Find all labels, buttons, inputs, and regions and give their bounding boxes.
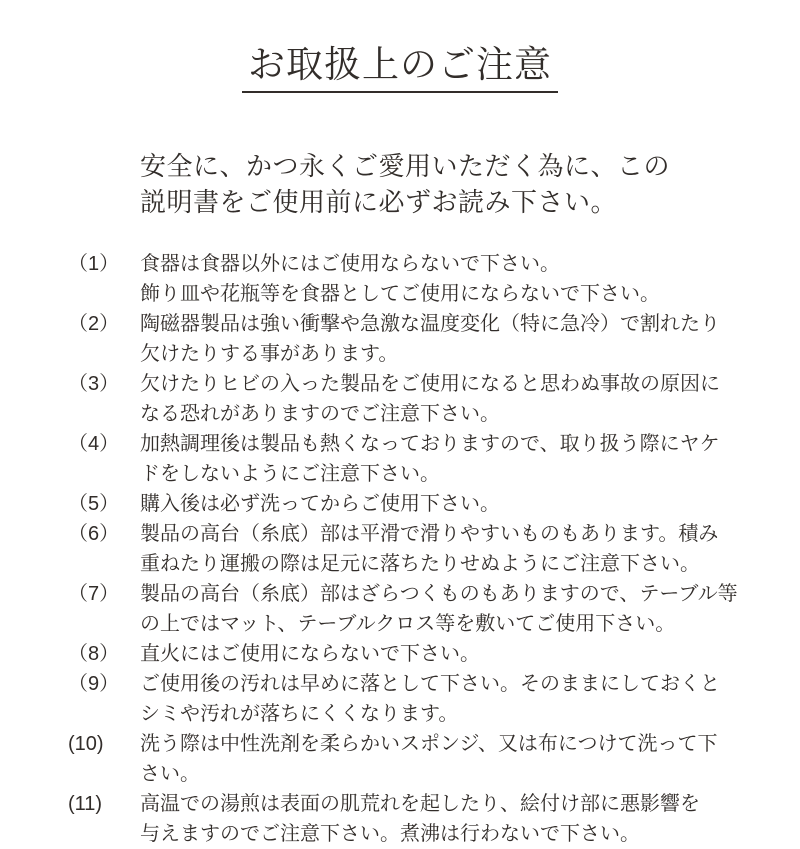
list-item-3 <box>68 369 760 429</box>
item-text <box>140 369 760 429</box>
item-number: （5） <box>68 492 120 515</box>
title-section <box>0 20 800 118</box>
item-line: さい。 <box>140 762 200 785</box>
item-text <box>140 519 760 579</box>
item-line: ご使用後の汚れは早めに落として下さい。そのままにしておくと <box>140 672 720 695</box>
item-number: （6） <box>68 522 120 545</box>
precaution-list <box>68 249 760 849</box>
item-line: なる恐れがありますのでご注意下さい。 <box>140 402 500 425</box>
item-text <box>140 309 760 369</box>
item-line: 食器は食器以外にはご使用ならないで下さい。 <box>140 252 560 275</box>
item-line: ドをしないようにご注意下さい。 <box>140 462 440 485</box>
item-line: 製品の高台（糸底）部は平滑で滑りやすいものもあります。積み <box>140 522 719 545</box>
item-text <box>140 789 760 849</box>
item-text <box>140 489 760 519</box>
item-line: 重ねたり運搬の際は足元に落ちたりせぬようにご注意下さい。 <box>140 552 700 575</box>
item-text <box>140 729 760 789</box>
item-text <box>140 249 760 309</box>
item-line: 高温での湯煎は表面の肌荒れを起したり、絵付け部に悪影響を <box>140 792 700 815</box>
list-item-1 <box>68 249 760 309</box>
item-line: シミや汚れが落ちにくくなります。 <box>140 702 459 725</box>
item-text <box>140 639 760 669</box>
page-title: お取扱上のご注意 <box>242 45 558 93</box>
item-line: 欠けたりヒビの入った製品をご使用になると思わぬ事故の原因に <box>140 372 720 395</box>
item-number: （8） <box>68 642 120 665</box>
item-number: （2） <box>68 312 120 335</box>
item-number: (11) <box>68 792 103 815</box>
item-line: 欠けたりする事があります。 <box>140 342 399 365</box>
item-line: 製品の高台（糸底）部はざらつくものもありますので、テーブル等 <box>140 582 738 605</box>
list-item-4 <box>68 429 760 489</box>
item-text <box>140 429 760 489</box>
item-line: 直火にはご使用にならないで下さい。 <box>140 642 480 665</box>
item-number: （3） <box>68 372 120 395</box>
list-item-2 <box>68 309 760 369</box>
item-number: （4） <box>68 432 120 455</box>
list-item-5 <box>68 489 760 519</box>
item-number: (10) <box>68 732 104 755</box>
item-line: 飾り皿や花瓶等を食器としてご使用にならないで下さい。 <box>140 282 660 305</box>
item-text <box>140 669 760 729</box>
list-item-8 <box>68 639 760 669</box>
item-line: 洗う際は中性洗剤を柔らかいスポンジ、又は布につけて洗って下 <box>140 732 718 755</box>
list-item-6 <box>68 519 760 579</box>
list-item-11 <box>68 789 760 849</box>
item-number: （1） <box>68 252 120 275</box>
item-line: の上ではマット、テーブルクロス等を敷いてご使用下さい。 <box>140 612 676 635</box>
list-item-10 <box>68 729 760 789</box>
item-number: （7） <box>68 582 120 605</box>
intro-line: 安全に、かつ永くご愛用いただく為に、この <box>140 150 671 181</box>
list-item-7 <box>68 579 760 639</box>
item-number: （9） <box>68 672 120 695</box>
item-line: 与えますのでご注意下さい。煮沸は行わないで下さい。 <box>140 822 640 845</box>
item-text <box>140 579 760 639</box>
list-item-9 <box>68 669 760 729</box>
item-line: 加熱調理後は製品も熱くなっておりますので、取り扱う際にヤケ <box>140 432 720 455</box>
item-line: 陶磁器製品は強い衝撃や急激な温度変化（特に急冷）で割れたり <box>140 312 720 335</box>
intro-text <box>140 148 740 220</box>
item-line: 購入後は必ず洗ってからご使用下さい。 <box>140 492 500 515</box>
intro-line: 説明書をご使用前に必ずお読み下さい。 <box>140 186 618 217</box>
